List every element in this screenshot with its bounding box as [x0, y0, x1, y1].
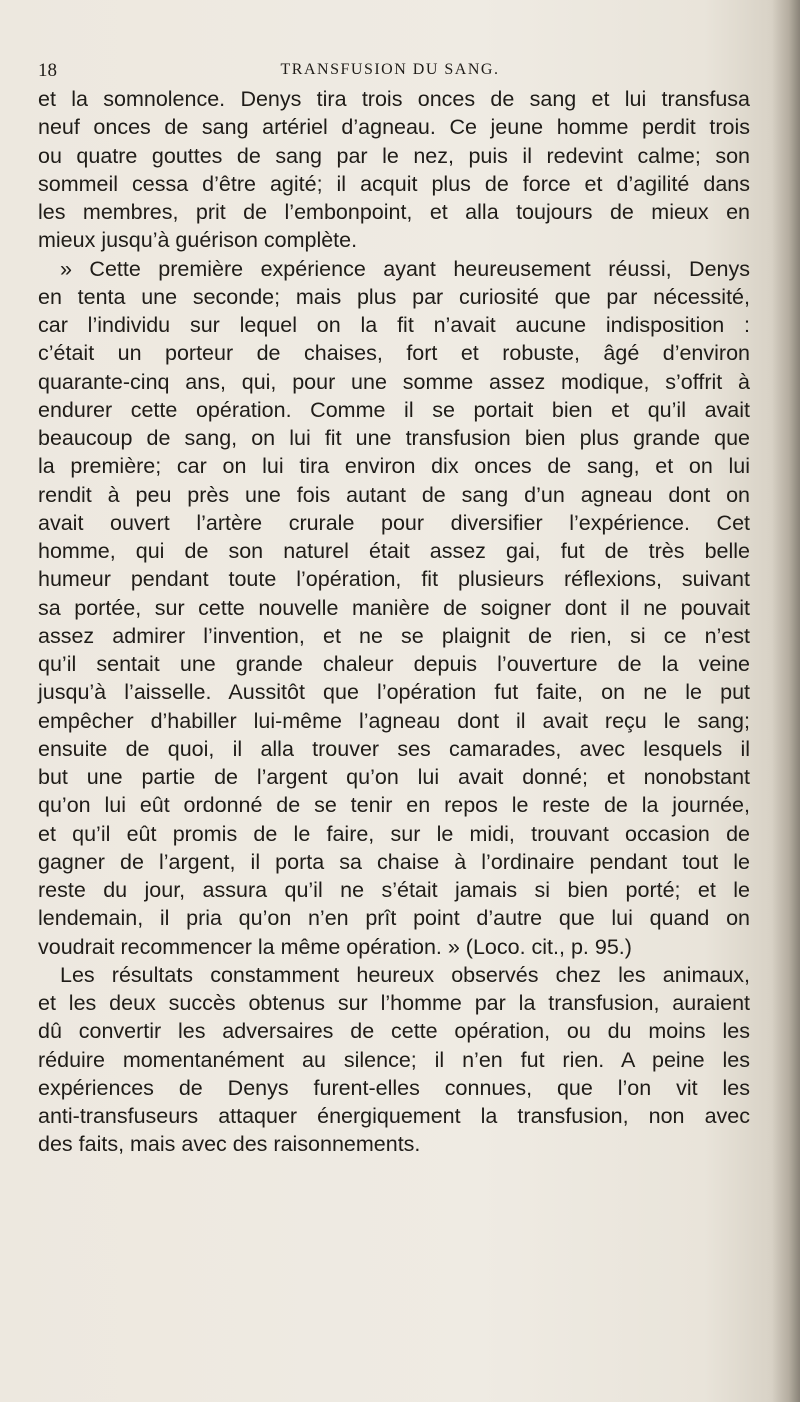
body-text	[38, 85, 750, 1159]
text-line: la première; car on lui tira environ dix onces de sang, et on lui	[38, 454, 750, 479]
text-line: endurer cette opération. Comme il se portait bien et qu’il avait	[38, 397, 750, 422]
page-number: 18	[38, 60, 57, 81]
text-line: et la somnolence. Denys tira trois onces de sang et lui transfusa	[38, 87, 750, 111]
running-title: TRANSFUSION DU SANG.	[280, 61, 500, 78]
text-line: lendemain, il pria qu’on n’en prît point d’autre que lui quand on	[38, 906, 750, 931]
page-edge-shadow	[772, 0, 800, 1402]
text-line: ou quatre gouttes de sang par le nez, puis il redevint calme; son	[38, 143, 750, 168]
text-line: reste du jour, assura qu’il ne s’était jamais si bien porté; et le	[38, 878, 750, 902]
text-line: voudrait recommencer la même opération. » (Loco. cit., p. 95.)	[38, 934, 632, 959]
text-line: but une partie de l’argent qu’on lui avait donné; et nonobstant	[38, 765, 750, 789]
text-line: qu’il sentait une grande chaleur depuis l’ouverture de la veine	[38, 652, 750, 676]
text-line: et les deux succès obtenus sur l’homme par la transfusion, auraient	[38, 991, 750, 1015]
text-line: et qu’il eût promis de le faire, sur le midi, trouvant occasion de	[38, 821, 750, 846]
text-line: en tenta une seconde; mais plus par curiosité que par nécessité,	[38, 284, 750, 309]
text-line: qu’on lui eût ordonné de se tenir en repos le reste de la journée,	[38, 793, 750, 818]
text-line: anti-transfuseurs attaquer énergiquement la transfusion, non avec	[38, 1104, 750, 1128]
text-line: empêcher d’habiller lui-même l’agneau dont il avait reçu le sang;	[38, 708, 750, 733]
text-line: des faits, mais avec des raisonnements.	[38, 1132, 421, 1157]
text-line: sommeil cessa d’être agité; il acquit plus de force et d’agilité dans	[38, 171, 750, 196]
text-line: Les résultats constamment heureux observés chez les animaux,	[60, 962, 750, 987]
text-line: jusqu’à l’aisselle. Aussitôt que l’opération fut faite, on ne le put	[38, 680, 750, 705]
text-line: sa portée, sur cette nouvelle manière de soigner dont il ne pouvait	[38, 595, 750, 620]
text-line: mieux jusqu’à guérison complète.	[38, 228, 358, 253]
text-line: neuf onces de sang artériel d’agneau. Ce jeune homme perdit trois	[38, 115, 750, 140]
text-line: car l’individu sur lequel on la fit n’avait aucune indisposition :	[38, 313, 750, 337]
text-line: gagner de l’argent, il porta sa chaise à l’ordinaire pendant tout le	[38, 849, 750, 874]
text-line: réduire momentanément au silence; il n’en fut rien. A peine les	[38, 1047, 750, 1072]
text-line: dû convertir les adversaires de cette opération, ou du moins les	[38, 1019, 750, 1044]
text-line: les membres, prit de l’embonpoint, et alla toujours de mieux en	[38, 200, 750, 224]
text-line: quarante-cinq ans, qui, pour une somme assez modique, s’offrit à	[38, 369, 750, 394]
text-line: homme, qui de son naturel était assez gai, fut de très belle	[38, 539, 750, 563]
text-line: avait ouvert l’artère crurale pour diversifier l’expérience. Cet	[38, 510, 750, 535]
text-line: humeur pendant toute l’opération, fit plusieurs réflexions, suivant	[38, 567, 750, 592]
text-line: rendit à peu près une fois autant de sang d’un agneau dont on	[38, 482, 750, 507]
text-line: » Cette première expérience ayant heureusement réussi, Denys	[60, 256, 750, 281]
page-header	[38, 60, 742, 86]
text-line: beaucoup de sang, on lui fit une transfusion bien plus grande que	[38, 426, 750, 450]
text-line: expériences de Denys furent-elles connues, que l’on vit les	[38, 1075, 750, 1100]
text-line: assez admirer l’invention, et ne se plaignit de rien, si ce n’est	[38, 623, 750, 648]
text-line: ensuite de quoi, il alla trouver ses camarades, avec lesquels il	[38, 736, 750, 761]
text-line: c’était un porteur de chaises, fort et robuste, âgé d’environ	[38, 341, 750, 366]
